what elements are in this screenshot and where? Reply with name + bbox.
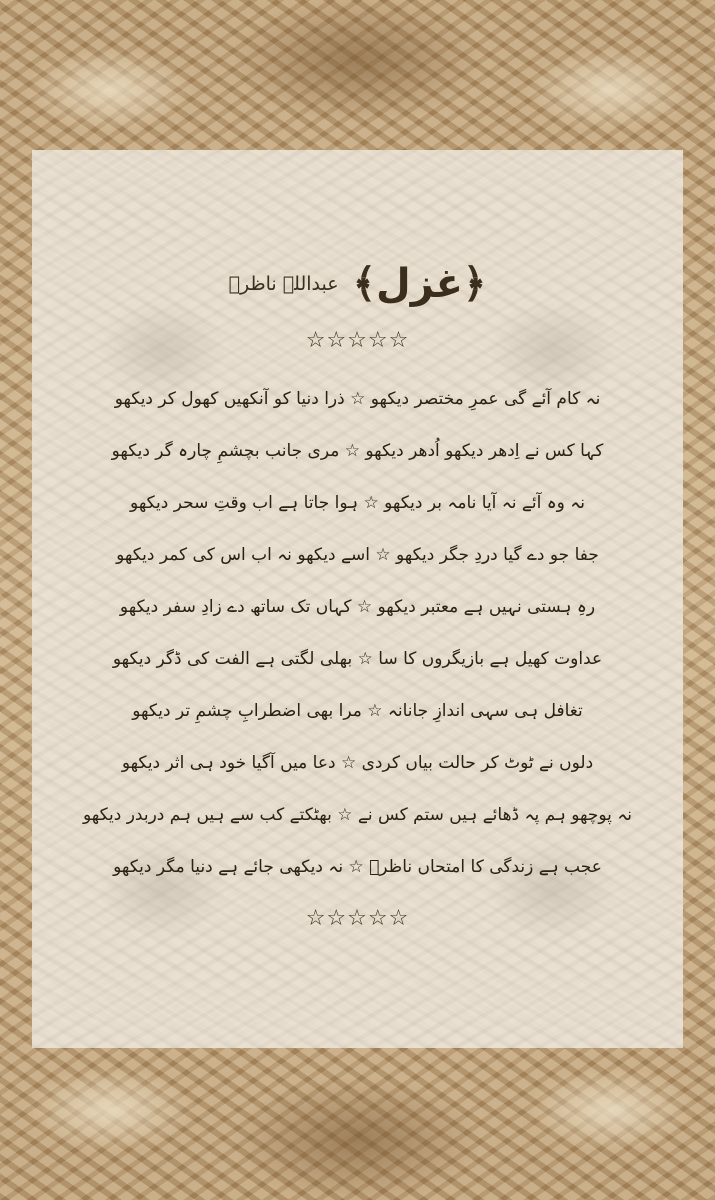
verse-line: نہ کام آئے گی عمرِ مختصر دیکھو ☆ ذرا دنیا کو آنکھیں کھول کر دیکھو: [114, 388, 601, 409]
verse-line: عجب ہے زندگی کا امتحاں ناظرؔ ☆ نہ دیکھی جائے ہے دنیا مگر دیکھو: [113, 856, 602, 877]
poem-panel: [32, 150, 683, 1048]
verse-list: [72, 372, 643, 892]
verse-line: تغافل ہی سہی اندازِ جانانہ ☆ مرا بھی اضطرابِ چشمِ تر دیکھو: [132, 700, 583, 721]
verse-line: نہ وہ آئے نہ آیا نامہ بر دیکھو ☆ ہوا جاتا ہے اب وقتِ سحر دیکھو: [130, 492, 585, 513]
verse-line: نہ پوچھو ہم پہ ڈھائے ہیں ستم کس نے ☆ بھٹکتے کب سے ہیں ہم دربدر دیکھو: [83, 804, 633, 825]
verse-line: کہا کس نے اِدھر دیکھو اُدھر دیکھو ☆ مری جانب بچشمِ چارہ گر دیکھو: [111, 440, 604, 461]
poem-title: ﴿غزل﴾: [352, 261, 487, 307]
title-row: [32, 252, 683, 316]
poem-author: عبداللہ ناظرؔ: [228, 272, 339, 295]
verse-line: جفا جو دے گیا دردِ جگر دیکھو ☆ اسے دیکھو نہ اب اس کی کمر دیکھو: [116, 544, 599, 565]
verse-line: رہِ ہستی نہیں ہے معتبر دیکھو ☆ کہاں تک ساتھ دے زادِ سفر دیکھو: [119, 596, 596, 617]
stars-divider-bottom: ☆☆☆☆☆: [305, 906, 410, 931]
verse-line: دلوں نے ٹوٹ کر حالت بیاں کردی ☆ دعا میں آگیا خود ہی اثر دیکھو: [121, 752, 594, 773]
verse-line: عداوت کھیل ہے بازیگروں کا سا ☆ بھلی لگتی ہے الفت کی ڈگر دیکھو: [112, 648, 603, 669]
stars-divider-top: ☆☆☆☆☆: [305, 328, 410, 353]
